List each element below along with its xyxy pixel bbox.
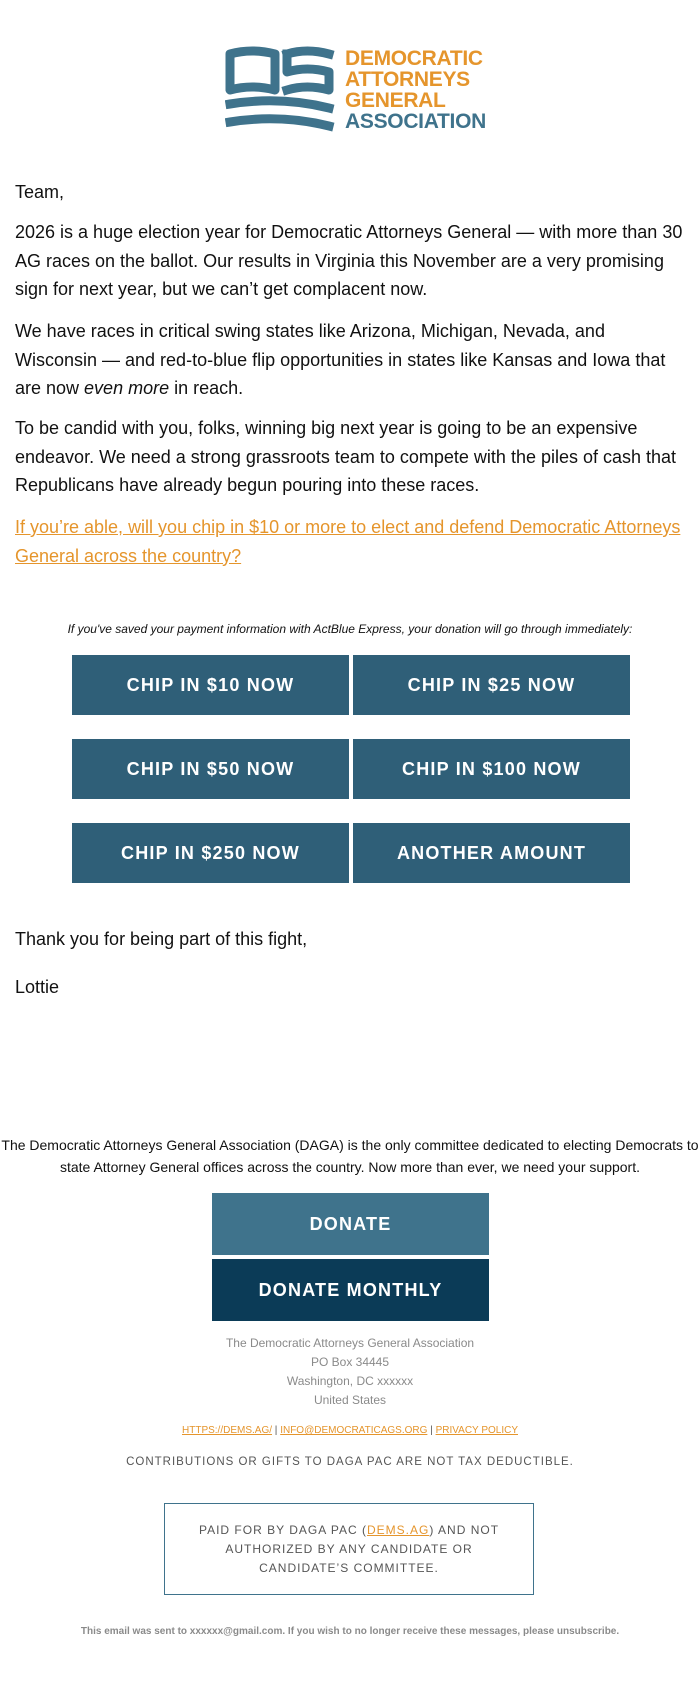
link-separator: | [274,1425,278,1436]
paragraph-3: To be candid with you, folks, winning big next year is going to be an expensive endeavor. We need a strong grassroots team to compete with the piles of cash that Republicans have already begun pouring into these races. [15,418,677,495]
daga-logo [225,46,486,133]
dems-ag-link[interactable]: DEMS.AG [367,1522,430,1537]
chip-in-25-button[interactable]: CHIP IN $25 NOW [353,655,630,715]
footer-links [0,1425,700,1436]
paid-for-text [179,1521,519,1578]
chip-in-50-button[interactable]: CHIP IN $50 NOW [72,739,349,799]
donate-button[interactable]: DONATE [212,1193,489,1255]
logo-line-2: ATTORNEYS [345,68,470,91]
address-line-3: Washington, DC xxxxxx [286,1374,414,1388]
footer-description: The Democratic Attorneys General Association (DAGA) is the only committee dedicated to electing Democrats to state Attorney General offices across the country. Now more than ever, we need your support. [1,1137,699,1175]
paid-for-start: PAID FOR BY DAGA PAC ( [198,1522,368,1537]
chip-in-10-button[interactable]: CHIP IN $10 NOW [72,655,349,715]
address-line-1: The Democratic Attorneys General Association [225,1336,475,1350]
paid-for-box [164,1503,534,1595]
paid-for-end: ) AND NOT AUTHORIZED BY ANY CANDIDATE OR CANDIDATE’S COMMITTEE. [225,1522,500,1575]
paragraph-2-emphasis: even more [84,378,170,398]
logo-line-1: DEMOCRATIC [345,47,483,70]
paragraph-2-end: in reach. [169,378,244,398]
logo-wordmark [345,48,485,132]
logo-line-4: ASSOCIATION [345,110,486,133]
chip-in-100-button[interactable]: CHIP IN $100 NOW [353,739,630,799]
link-separator: | [430,1425,433,1436]
mailing-address [0,1334,700,1410]
website-link[interactable]: HTTPS://DEMS.AG/ [182,1425,273,1436]
paragraph-1: 2026 is a huge election year for Democratic Attorneys General — with more than 30 AG races on the ballot. Our results in Virginia this November are a very promising sign for next year, but we can’t get complacent now. [15,222,683,299]
tax-disclaimer: CONTRIBUTIONS OR GIFTS TO DAGA PAC ARE NOT TAX DEDUCTIBLE. [126,1456,574,1468]
donate-monthly-button[interactable]: DONATE MONTHLY [212,1259,489,1321]
email-link[interactable]: INFO@DEMOCRATICAGS.ORG [280,1425,428,1436]
another-amount-button[interactable]: ANOTHER AMOUNT [353,823,630,883]
closing-line: Thank you for being part of this fight, [15,929,308,949]
signature: Lottie [15,977,60,997]
logo-line-3: GENERAL [345,89,446,112]
chip-in-250-button[interactable]: CHIP IN $250 NOW [72,823,349,883]
greeting: Team, [15,182,65,202]
daga-logo-icon [225,46,335,132]
actblue-express-note: If you've saved your payment information with ActBlue Express, your donation will go through immediately: [67,622,633,636]
privacy-policy-link[interactable]: PRIVACY POLICY [435,1425,518,1436]
unsubscribe-notice[interactable]: This email was sent to xxxxxx@gmail.com. If you wish to no longer receive these messages, please unsubscribe. [80,1626,620,1637]
paragraph-2 [15,317,690,403]
cta-link[interactable]: If you’re able, will you chip in $10 or more to elect and defend Democratic Attorneys General across the country? [15,517,681,566]
paragraph-2-start: We have races in critical swing states like Arizona, Michigan, Nevada, and Wisconsin — and red-to-blue flip opportunities in states like Kansas and Iowa that are now [15,321,666,398]
cta-paragraph [15,513,690,570]
address-line-2: PO Box 34445 [310,1355,390,1369]
address-line-4: United States [313,1393,387,1407]
